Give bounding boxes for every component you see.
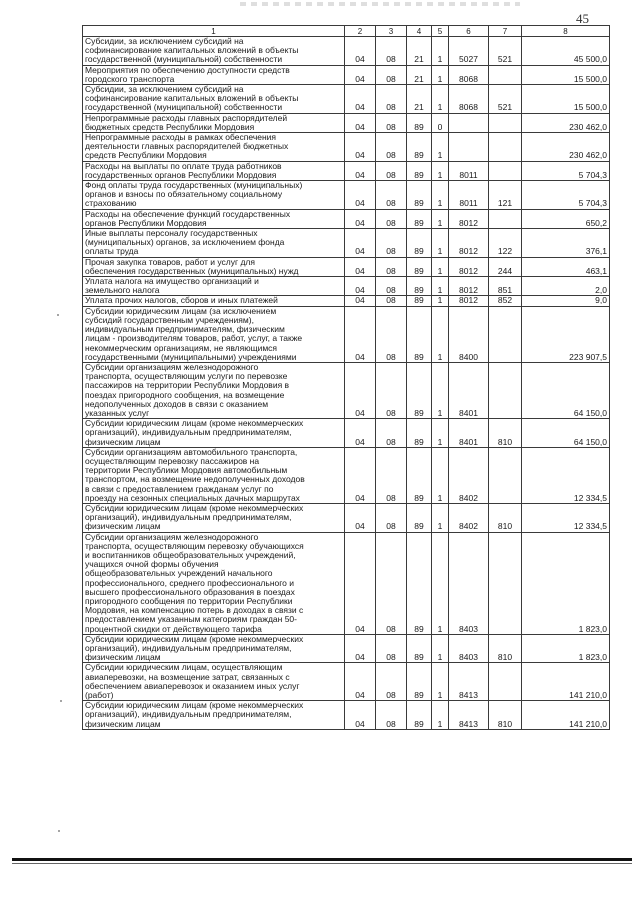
row-col-6: 8012 (449, 257, 489, 276)
row-amount: 650,2 (522, 209, 610, 228)
row-col-5: 1 (432, 634, 449, 663)
row-amount: 1 823,0 (522, 532, 610, 634)
row-name: Субсидии юридическим лицам (кроме некоммерческих организаций), индивидуальным предпринимателям, физическим лицам (83, 634, 345, 663)
row-col-4: 89 (407, 362, 432, 418)
row-col-6: 8402 (449, 447, 489, 503)
row-col-6: 8068 (449, 85, 489, 114)
row-col-4: 89 (407, 133, 432, 162)
row-amount: 376,1 (522, 229, 610, 258)
row-col-7: 810 (489, 503, 522, 532)
row-col-4: 89 (407, 229, 432, 258)
row-amount: 141 210,0 (522, 701, 610, 730)
table-row (83, 85, 610, 114)
row-col-2: 04 (345, 113, 376, 132)
row-col-7: 810 (489, 419, 522, 448)
row-col-7: 810 (489, 701, 522, 730)
row-col-5: 1 (432, 277, 449, 296)
row-amount: 141 210,0 (522, 663, 610, 701)
table-row (83, 181, 610, 210)
row-col-3: 08 (376, 296, 407, 306)
row-col-7: 121 (489, 181, 522, 210)
row-amount: 45 500,0 (522, 37, 610, 66)
row-col-6: 5027 (449, 37, 489, 66)
row-col-3: 08 (376, 701, 407, 730)
row-col-7 (489, 65, 522, 84)
row-col-3: 08 (376, 229, 407, 258)
row-col-4: 21 (407, 65, 432, 84)
row-col-5: 1 (432, 419, 449, 448)
row-col-6: 8012 (449, 209, 489, 228)
row-col-3: 08 (376, 419, 407, 448)
row-name: Субсидии, за исключением субсидий на софинансирование капитальных вложений в объекты государственной (муниципальной) собственности (83, 37, 345, 66)
row-col-5: 1 (432, 181, 449, 210)
row-col-7 (489, 113, 522, 132)
row-col-6: 8400 (449, 306, 489, 362)
header-col-6: 6 (449, 26, 489, 37)
row-col-3: 08 (376, 85, 407, 114)
row-col-2: 04 (345, 209, 376, 228)
row-col-5: 1 (432, 532, 449, 634)
row-amount: 230 462,0 (522, 133, 610, 162)
row-col-7: 521 (489, 37, 522, 66)
scan-dot (58, 830, 60, 832)
row-amount: 463,1 (522, 257, 610, 276)
row-col-4: 89 (407, 257, 432, 276)
row-amount: 9,0 (522, 296, 610, 306)
table-row (83, 701, 610, 730)
row-col-4: 89 (407, 209, 432, 228)
row-col-3: 08 (376, 133, 407, 162)
row-col-5: 1 (432, 503, 449, 532)
table-row (83, 419, 610, 448)
header-col-7: 7 (489, 26, 522, 37)
row-col-5: 1 (432, 37, 449, 66)
row-col-2: 04 (345, 503, 376, 532)
row-name: Субсидии юридическим лицам, осуществляющим авиаперевозки, на возмещение затрат, связанных с обеспечением авиаперевозок и оказанием иных услуг (работ) (83, 663, 345, 701)
row-col-4: 89 (407, 419, 432, 448)
table-row (83, 306, 610, 362)
row-col-5: 1 (432, 306, 449, 362)
row-col-4: 89 (407, 113, 432, 132)
row-col-2: 04 (345, 419, 376, 448)
scan-top-smudge (240, 2, 520, 6)
header-col-8: 8 (522, 26, 610, 37)
row-name: Субсидии юридическим лицам (кроме некоммерческих организаций), индивидуальным предпринимателям, физическим лицам (83, 503, 345, 532)
row-col-2: 04 (345, 362, 376, 418)
table-body (83, 37, 610, 730)
row-col-6 (449, 113, 489, 132)
header-col-1: 1 (83, 26, 345, 37)
row-col-2: 04 (345, 85, 376, 114)
row-amount: 64 150,0 (522, 362, 610, 418)
row-col-2: 04 (345, 296, 376, 306)
row-col-4: 89 (407, 701, 432, 730)
row-col-3: 08 (376, 663, 407, 701)
row-name: Непрограммные расходы в рамках обеспечения деятельности главных распорядителей бюджетных средств Республики Мордовия (83, 133, 345, 162)
row-col-2: 04 (345, 701, 376, 730)
scan-dot (57, 314, 59, 316)
row-amount: 5 704,3 (522, 181, 610, 210)
row-col-6: 8403 (449, 634, 489, 663)
table-row (83, 663, 610, 701)
row-name: Субсидии, за исключением субсидий на софинансирование капитальных вложений в объекты государственной (муниципальной) собственности (83, 85, 345, 114)
table-row (83, 503, 610, 532)
row-col-5: 1 (432, 362, 449, 418)
row-col-2: 04 (345, 634, 376, 663)
row-col-6: 8402 (449, 503, 489, 532)
row-col-4: 89 (407, 161, 432, 180)
row-name: Субсидии организациям железнодорожного транспорта, осуществляющим услуги по перевозке пассажиров на территории Республики Мордовия в поездах пригородного сообщения, на возмещение недополученных доходов в связи с оказанием указанных услуг (83, 362, 345, 418)
row-col-6 (449, 133, 489, 162)
row-name: Расходы на обеспечение функций государственных органов Республики Мордовия (83, 209, 345, 228)
row-col-4: 89 (407, 532, 432, 634)
row-col-6: 8011 (449, 181, 489, 210)
row-name: Расходы на выплаты по оплате труда работников государственных органов Республики Мордовия (83, 161, 345, 180)
row-col-5: 1 (432, 133, 449, 162)
row-col-3: 08 (376, 503, 407, 532)
row-col-2: 04 (345, 133, 376, 162)
row-col-2: 04 (345, 663, 376, 701)
bottom-rule (12, 858, 632, 861)
row-col-6: 8413 (449, 663, 489, 701)
row-col-2: 04 (345, 37, 376, 66)
row-col-3: 08 (376, 65, 407, 84)
row-col-4: 89 (407, 663, 432, 701)
row-col-2: 04 (345, 181, 376, 210)
row-name: Уплата прочих налогов, сборов и иных платежей (83, 296, 345, 306)
row-col-7: 851 (489, 277, 522, 296)
row-col-2: 04 (345, 229, 376, 258)
header-col-5: 5 (432, 26, 449, 37)
row-col-5: 1 (432, 257, 449, 276)
row-col-5: 1 (432, 296, 449, 306)
row-col-7: 521 (489, 85, 522, 114)
row-amount: 230 462,0 (522, 113, 610, 132)
row-name: Непрограммные расходы главных распорядителей бюджетных средств Республики Мордовия (83, 113, 345, 132)
row-amount: 12 334,5 (522, 503, 610, 532)
row-amount: 64 150,0 (522, 419, 610, 448)
table-row (83, 362, 610, 418)
row-col-3: 08 (376, 277, 407, 296)
row-name: Субсидии юридическим лицам (за исключением субсидий государственным учреждениям), индивидуальным предпринимателям, физическим лицам - производителям товаров, работ, услуг, а также некоммерческим организациям, не являющимся государственными (муниципальными) учреждениями (83, 306, 345, 362)
table-row (83, 296, 610, 306)
row-col-7 (489, 447, 522, 503)
row-col-3: 08 (376, 362, 407, 418)
row-col-2: 04 (345, 277, 376, 296)
row-col-2: 04 (345, 257, 376, 276)
row-col-5: 1 (432, 663, 449, 701)
row-amount: 223 907,5 (522, 306, 610, 362)
row-col-5: 1 (432, 701, 449, 730)
row-col-3: 08 (376, 532, 407, 634)
row-col-4: 89 (407, 277, 432, 296)
table-header-row (83, 26, 610, 37)
table-row (83, 209, 610, 228)
row-col-4: 21 (407, 37, 432, 66)
row-amount: 15 500,0 (522, 85, 610, 114)
row-col-7: 244 (489, 257, 522, 276)
row-col-7 (489, 362, 522, 418)
row-col-5: 1 (432, 161, 449, 180)
row-name: Прочая закупка товаров, работ и услуг для обеспечения государственных (муниципальных) нужд (83, 257, 345, 276)
row-name: Фонд оплаты труда государственных (муниципальных) органов и взносы по обязательному социальному страхованию (83, 181, 345, 210)
row-col-4: 89 (407, 447, 432, 503)
row-amount: 5 704,3 (522, 161, 610, 180)
row-col-2: 04 (345, 447, 376, 503)
row-col-7 (489, 209, 522, 228)
table-row (83, 257, 610, 276)
table-row (83, 37, 610, 66)
row-col-3: 08 (376, 306, 407, 362)
row-col-4: 89 (407, 296, 432, 306)
row-name: Иные выплаты персоналу государственных (муниципальных) органов, за исключением фонда оплаты труда (83, 229, 345, 258)
row-col-4: 89 (407, 306, 432, 362)
row-col-6: 8012 (449, 229, 489, 258)
row-col-6: 8012 (449, 296, 489, 306)
row-col-6: 8011 (449, 161, 489, 180)
row-col-5: 0 (432, 113, 449, 132)
table-row (83, 133, 610, 162)
row-col-3: 08 (376, 209, 407, 228)
row-col-2: 04 (345, 161, 376, 180)
row-col-7: 810 (489, 634, 522, 663)
table-row (83, 634, 610, 663)
row-col-5: 1 (432, 229, 449, 258)
row-col-3: 08 (376, 257, 407, 276)
row-amount: 12 334,5 (522, 447, 610, 503)
row-col-7: 122 (489, 229, 522, 258)
table-row (83, 532, 610, 634)
row-col-2: 04 (345, 65, 376, 84)
row-col-7 (489, 532, 522, 634)
row-col-6: 8413 (449, 701, 489, 730)
row-col-2: 04 (345, 532, 376, 634)
row-col-5: 1 (432, 65, 449, 84)
page-number: 45 (576, 11, 589, 26)
table-row (83, 113, 610, 132)
bottom-rule-thin (12, 863, 632, 864)
row-col-5: 1 (432, 209, 449, 228)
row-col-3: 08 (376, 447, 407, 503)
row-name: Субсидии организациям железнодорожного транспорта, осуществляющим перевозку обучающихся и воспитанников общеобразовательных учреждений, учащихся очной формы обучения общеобразовательных учреждений начального профессионального, среднего профессионального и высшего профессионального образования в поездах пригородного сообщения по территории Республики Мордовия, на компенсацию потерь в доходах в связи с предоставлением указанным категориям граждан 50- процентной скидки от действующего тарифа (83, 532, 345, 634)
row-col-3: 08 (376, 37, 407, 66)
row-name: Субсидии организациям автомобильного транспорта, осуществляющим перевозку пассажиров на территории Республики Мордовия автомобильным транспортом, на возмещение недополученных доходов в связи с предоставлением гражданам услуг по проезду на сезонных специальных дачных маршрутах (83, 447, 345, 503)
row-col-4: 89 (407, 181, 432, 210)
table-row (83, 65, 610, 84)
header-col-2: 2 (345, 26, 376, 37)
row-col-3: 08 (376, 161, 407, 180)
row-col-4: 21 (407, 85, 432, 114)
row-col-6: 8012 (449, 277, 489, 296)
row-col-6: 8403 (449, 532, 489, 634)
scan-dot (60, 700, 62, 702)
row-col-6: 8401 (449, 362, 489, 418)
table-row (83, 447, 610, 503)
row-name: Субсидии юридическим лицам (кроме некоммерческих организаций), индивидуальным предпринимателям, физическим лицам (83, 419, 345, 448)
row-col-4: 89 (407, 503, 432, 532)
row-col-5: 1 (432, 447, 449, 503)
row-amount: 15 500,0 (522, 65, 610, 84)
row-col-6: 8401 (449, 419, 489, 448)
row-col-7 (489, 133, 522, 162)
row-name: Субсидии юридическим лицам (кроме некоммерческих организаций), индивидуальным предпринимателям, физическим лицам (83, 701, 345, 730)
row-col-3: 08 (376, 181, 407, 210)
row-col-4: 89 (407, 634, 432, 663)
row-col-3: 08 (376, 634, 407, 663)
row-amount: 1 823,0 (522, 634, 610, 663)
row-col-5: 1 (432, 85, 449, 114)
row-col-7 (489, 306, 522, 362)
row-amount: 2,0 (522, 277, 610, 296)
row-name: Мероприятия по обеспечению доступности средств городского транспорта (83, 65, 345, 84)
table-row (83, 229, 610, 258)
table-row (83, 277, 610, 296)
header-col-3: 3 (376, 26, 407, 37)
row-col-7 (489, 161, 522, 180)
header-col-4: 4 (407, 26, 432, 37)
row-col-6: 8068 (449, 65, 489, 84)
row-col-2: 04 (345, 306, 376, 362)
row-col-7 (489, 663, 522, 701)
table-row (83, 161, 610, 180)
budget-table (82, 25, 610, 730)
row-col-3: 08 (376, 113, 407, 132)
row-name: Уплата налога на имущество организаций и земельного налога (83, 277, 345, 296)
row-col-7: 852 (489, 296, 522, 306)
